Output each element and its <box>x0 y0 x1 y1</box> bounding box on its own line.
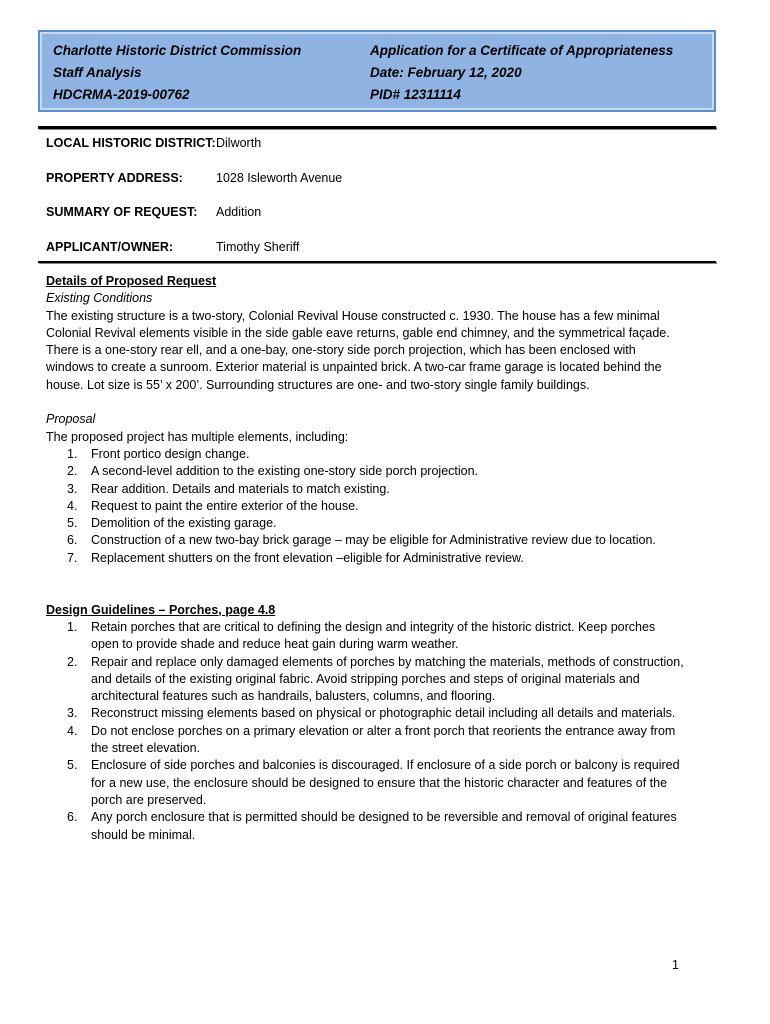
field-label: APPLICANT/OWNER: <box>46 240 174 254</box>
field-label: SUMMARY OF REQUEST: <box>46 205 198 219</box>
list-item: 5. Demolition of the existing garage. <box>67 516 277 531</box>
commission-name: Charlotte Historic District Commission <box>53 43 302 58</box>
proposal-heading: Proposal <box>46 412 96 427</box>
list-item: 7. Replacement shutters on the front elevation –eligible for Administrative review. <box>67 550 524 565</box>
report-date: Date: February 12, 2020 <box>370 65 522 80</box>
header-box <box>38 30 716 112</box>
application-type: Application for a Certificate of Appropriateness <box>370 43 674 58</box>
field-value: Addition <box>216 205 262 219</box>
list-item: 1. Retain porches that are critical to defining the design and integrity of the historic district. Keep porches open to provide shade and reduce heat gain during warm weather. <box>67 619 656 652</box>
list-item: 3. Rear addition. Details and materials to match existing. <box>67 481 390 496</box>
list-item: 2. Repair and replace only damaged elements of porches by matching the materials, methods of construction, and details of the existing original fabric. Avoid stripping porches and steps of original materials and architectural features such as handrails, balusters, columns, and flooring. <box>67 654 684 704</box>
list-item: 3. Reconstruct missing elements based on physical or photographic detail including all details and materials. <box>67 706 676 721</box>
guidelines-list <box>46 619 686 844</box>
report-type: Staff Analysis <box>53 65 142 80</box>
existing-conditions-heading: Existing Conditions <box>46 291 153 306</box>
field-value: Timothy Sheriff <box>216 240 300 254</box>
existing-conditions-text: The existing structure is a two-story, Colonial Revival House constructed c. 1930. The house has a few minimal Colonial Revival elements visible in the side gable eave returns, gable end chimney, and the symmetrical façade. There is a one-story rear ell, and a one-bay, one-story side porch projection, which has been enclosed with windows to create a sunroom. Exterior material is unpainted brick. A two-car frame garage is located behind the house. Lot size is 55’ x 200’. Surrounding structures are one- and two-story single family buildings. <box>46 308 670 392</box>
header-left <box>53 40 301 106</box>
field-value: 1028 Isleworth Avenue <box>216 171 343 185</box>
list-item: 2. A second-level addition to the existing one-story side porch projection. <box>67 464 479 479</box>
field-value: Dilworth <box>216 136 262 150</box>
top-divider <box>38 126 716 129</box>
header-right <box>370 40 673 106</box>
case-number: HDCRMA-2019-00762 <box>53 87 190 102</box>
list-item: 4. Request to paint the entire exterior of the house. <box>67 498 359 513</box>
list-item: 6. Any porch enclosure that is permitted should be designed to be reversible and removal of original features should be minimal. <box>67 810 677 842</box>
list-item: 6. Construction of a new two-bay brick garage – may be eligible for Administrative review due to location. <box>67 533 656 548</box>
list-item: 5. Enclosure of side porches and balconies is discouraged. If enclosure of a side porch or balcony is required for a new use, the enclosure should be designed to ensure that the historic character and features of the porch are preserved. <box>67 758 680 807</box>
list-item: 4. Do not enclose porches on a primary elevation or alter a front porch that reorients the entrance away from the street elevation. <box>67 723 676 756</box>
proposal-intro: The proposed project has multiple elements, including: <box>46 429 349 444</box>
document-body <box>46 273 686 844</box>
bottom-divider <box>38 261 716 263</box>
page-number: 1 <box>672 958 679 972</box>
guidelines-heading: Design Guidelines – Porches, page 4.8 <box>46 602 276 617</box>
parcel-id: PID# 12311114 <box>370 87 461 102</box>
field-label: PROPERTY ADDRESS: <box>46 171 183 185</box>
proposal-list <box>46 446 686 567</box>
field-label: LOCAL HISTORIC DISTRICT: <box>46 136 216 150</box>
list-item: 1. Front portico design change. <box>67 446 250 461</box>
details-heading: Details of Proposed Request <box>46 274 217 288</box>
